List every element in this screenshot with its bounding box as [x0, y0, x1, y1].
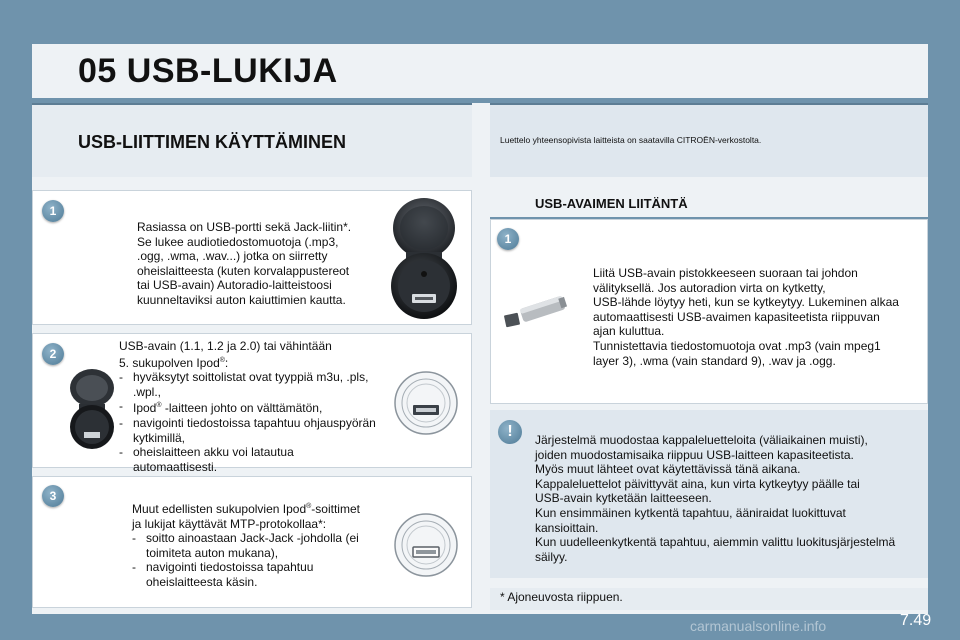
text-line: Kun ensimmäinen kytkentä tapahtuu, ääniraidat luokittuvat: [535, 505, 846, 520]
warning-icon: !: [498, 420, 522, 444]
panel-3-text: [132, 500, 382, 590]
text-line: Järjestelmä muodostaa kappaleluetteloita (väliaikainen muisti),: [535, 433, 868, 447]
text-line: USB-lähde löytyy heti, kun se kytkeytyy. Lukeminen alkaa: [593, 295, 899, 310]
text-line: Tunnistettavia tiedostomuotoja ovat .mp3 (vain mpeg1: [593, 338, 881, 353]
ipod-label: Ipod: [133, 401, 157, 416]
usb-connection-title: USB-AVAIMEN LIITÄNTÄ: [535, 196, 688, 211]
registered-mark: ®: [306, 503, 312, 510]
list-item: - navigointi tiedostoissa tapahtuu oheislaitteesta käsin.: [132, 560, 382, 589]
text-line: USB-avain (1.1, 1.2 ja 2.0) tai vähintään: [119, 339, 332, 353]
text-line: Kun uudelleenkytkentä tapahtuu, aiemmin valittu luokitusjärjestelmä: [535, 535, 896, 550]
warning-text: [535, 433, 920, 564]
section-title: USB-LIITTIMEN KÄYTTÄMINEN: [78, 132, 346, 152]
text-line: kansioittain.: [535, 520, 599, 535]
usb-socket-icon: [393, 370, 459, 436]
registered-mark: ®: [156, 402, 162, 410]
text-line: USB-avain kytketään laitteeseen.: [535, 491, 712, 506]
text-line: Myös muut lähteet ovat käytettävissä tänä aikana.: [535, 462, 801, 477]
text-line: säilyy.: [535, 549, 568, 564]
usb-socket-open-lid-icon: [388, 194, 460, 322]
text-line: Kappaleluettelot päivittyvät aina, kun virta kytkeytyy päälle tai: [535, 476, 860, 491]
watermark: carmanualsonline.info: [690, 618, 827, 634]
compatibility-note: Luettelo yhteensopivista laitteista on saatavilla CITROËN-verkostolta.: [500, 135, 762, 145]
list-item: - soitto ainoastaan Jack-Jack -johdolla (ei toimiteta auton mukana),: [132, 531, 382, 560]
step-badge-1: 1: [497, 228, 519, 250]
text-line: automaattisesti USB-avaimen kapasiteetista riippuvan: [593, 309, 880, 324]
panel-1-text: [137, 220, 377, 308]
text-line: ja lukijat käyttävät MTP-protokollaa*:: [132, 516, 327, 531]
text-line: välityksellä. Jos autoradion virta on kytketty,: [593, 280, 826, 295]
usb-connection-text: [593, 266, 923, 368]
text-line: [132, 500, 382, 517]
text-line: kuunneltaviksi auton kaiuttimien kautta.: [137, 292, 346, 307]
list-item: - navigointi tiedostoissa tapahtuu ohjauspyörän kytkimillä,: [119, 416, 379, 445]
panel-2-text: [119, 339, 379, 474]
page-number: 7.49: [900, 612, 932, 629]
usb-socket-open-lid-icon: [66, 368, 118, 450]
ipod-label: 5. sukupolven Ipod: [119, 355, 220, 370]
requirements-list: [119, 370, 379, 474]
step-badge-1: 1: [42, 200, 64, 222]
registered-mark: ®: [219, 356, 225, 364]
footnote: * Ajoneuvosta riippuen.: [500, 590, 623, 604]
text-line: Se lukee audiotiedostomuotoja (.mp3,: [137, 234, 339, 249]
list-item: - hyväksytyt soittolistat ovat tyyppiä m3u, .pls, .wpl.,: [119, 370, 379, 399]
page-title: 05 USB-LUKIJA: [78, 52, 338, 90]
text-line: Rasiassa on USB-portti sekä Jack-liitin*.: [137, 220, 352, 234]
text-line: .ogg, .wma, .wav...) jotka on siirretty: [137, 249, 328, 264]
text-suffix: -soittimet: [311, 502, 360, 516]
list-item: [119, 399, 379, 416]
list-item-text: -laitteen johto on välttämätön,: [164, 401, 323, 416]
text-line: joiden muodostamisaika riippuu USB-laitteen kapasiteetista.: [535, 447, 854, 462]
list-item: - oheislaitteen akku voi latautua automaattisesti.: [119, 445, 379, 474]
text-line: Liitä USB-avain pistokkeeseen suoraan tai johdon: [593, 266, 858, 280]
step-badge-2: 2: [42, 343, 64, 365]
restrictions-list: [132, 531, 382, 589]
text-line: ajan kuluttua.: [593, 324, 665, 339]
text-line: oheislaitteesta (kuten korvalappustereot: [137, 263, 350, 278]
colon: :: [224, 355, 229, 370]
step-badge-3: 3: [42, 485, 64, 507]
usb-stick-icon: [503, 290, 573, 330]
text-line: layer 3), .wma (vain standard 9), .wav ja .ogg.: [593, 353, 836, 368]
text-line: [119, 354, 379, 371]
usb-socket-icon: [393, 512, 459, 578]
text-line: tai USB-avain) Autoradio-laitteistoosi: [137, 278, 332, 293]
ipod-label: Muut edellisten sukupolvien Ipod: [132, 502, 307, 516]
